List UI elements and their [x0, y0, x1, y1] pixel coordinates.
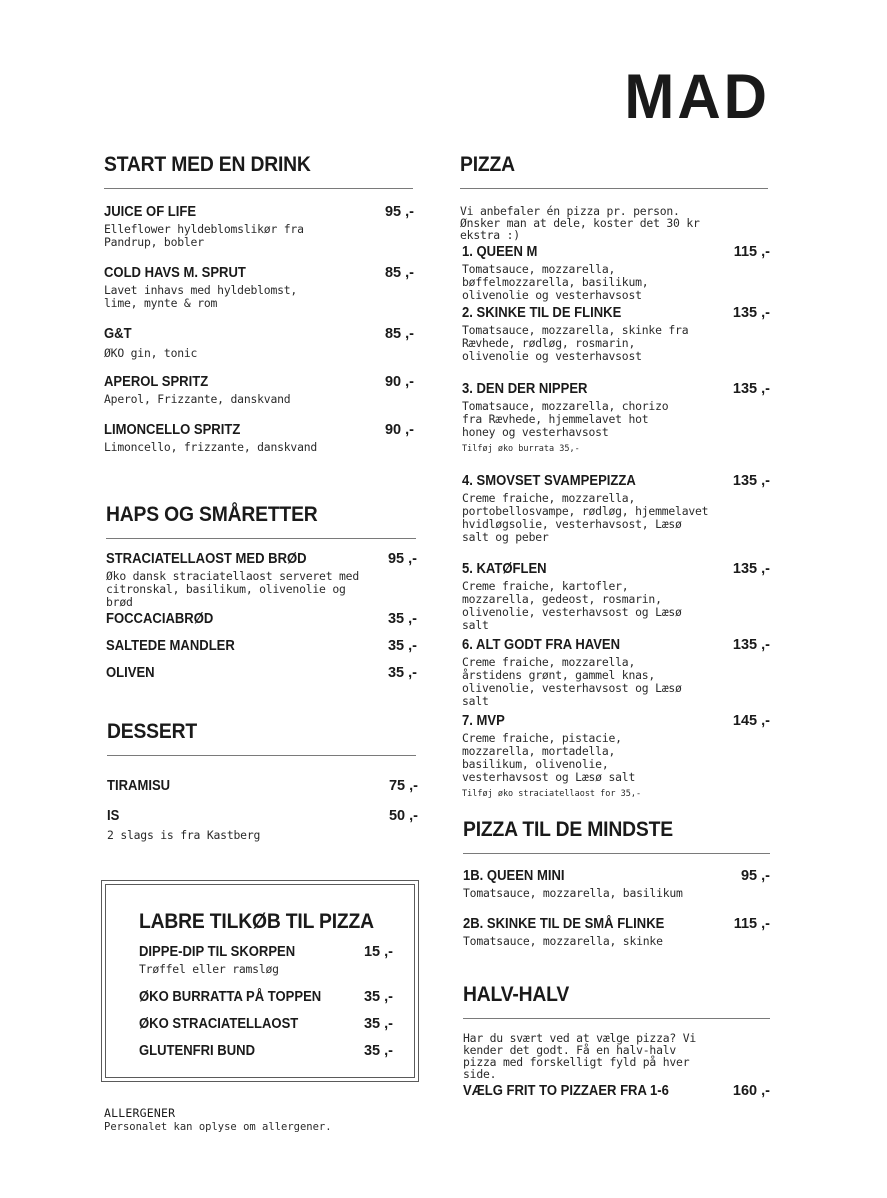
pizza-section: [460, 152, 770, 189]
item-price: 90 ,-: [384, 422, 414, 438]
pizza-intro: Vi anbefaler én pizza pr. person. Ønsker man at dele, koster det 30 kr ekstra :): [460, 204, 700, 242]
drinks-heading: START MED EN DRINK: [104, 153, 311, 176]
item-price: 50 ,-: [388, 808, 418, 824]
item-price: 35 ,-: [387, 638, 417, 654]
item-name: 7. MVP: [462, 713, 505, 729]
dessert-section: [107, 719, 417, 756]
item-price: 135 ,-: [732, 473, 770, 489]
item-description: Tomatsauce, mozzarella, skinke fra Rævhede, rødløg, rosmarin, olivenolie og vesterhavsost: [462, 323, 689, 363]
pizza-heading: PIZZA: [460, 153, 515, 176]
item-name: FOCCACIABRØD: [106, 611, 214, 627]
right-column: [460, 0, 770, 1198]
menu-item: [463, 867, 770, 900]
item-price: 145 ,-: [732, 713, 770, 729]
allergen-heading: ALLERGENER: [104, 1106, 176, 1120]
item-name: VÆLG FRIT TO PIZZAER FRA 1-6: [463, 1083, 669, 1099]
menu-item: [104, 203, 414, 249]
item-name: APEROL SPRITZ: [104, 374, 209, 390]
item-price: 75 ,-: [388, 778, 418, 794]
item-name: STRACIATELLAOST MED BRØD: [106, 551, 307, 567]
item-name: 2. SKINKE TIL DE FLINKE: [462, 305, 622, 321]
menu-item: [107, 807, 418, 842]
menu-item: [104, 421, 414, 454]
item-description: Tomatsauce, mozzarella, bøffelmozzarella, basilikum, olivenolie og vesterhavsost: [462, 262, 649, 302]
item-name: IS: [107, 808, 120, 824]
menu-item: [139, 988, 393, 1006]
haps-section: [106, 502, 416, 539]
item-name: 1B. QUEEN MINI: [463, 868, 565, 884]
menu-item: [139, 1015, 393, 1033]
item-description: 2 slags is fra Kastberg: [107, 828, 261, 842]
menu-item: [104, 373, 414, 406]
item-price: 115 ,-: [733, 244, 770, 260]
menu-item: [106, 610, 417, 628]
dessert-divider: [107, 755, 416, 756]
item-note: Tilføj øko burrata 35,-: [462, 444, 580, 454]
item-price: 135 ,-: [732, 305, 770, 321]
extras-heading: LABRE TILKØB TIL PIZZA: [139, 910, 374, 933]
item-price: 95 ,-: [740, 868, 770, 884]
kids-heading: PIZZA TIL DE MINDSTE: [463, 818, 673, 841]
item-description: Tomatsauce, mozzarella, basilikum: [463, 886, 683, 900]
allergen-text: Personalet kan oplyse om allergener.: [104, 1121, 332, 1133]
haps-heading: HAPS OG SMÅRETTER: [106, 503, 318, 526]
item-name: OLIVEN: [106, 665, 155, 681]
menu-item: [462, 472, 770, 544]
menu-item: [463, 915, 770, 948]
item-name: ØKO STRACIATELLAOST: [139, 1016, 299, 1032]
item-price: 90 ,-: [384, 374, 414, 390]
kids-divider: [463, 853, 770, 854]
halfhalf-heading: HALV-HALV: [463, 983, 570, 1006]
item-description: Tomatsauce, mozzarella, skinke: [463, 934, 663, 948]
item-price: 115 ,-: [733, 916, 770, 932]
item-description: Creme fraiche, mozzarella, portobellosvampe, rødløg, hjemmelavet hvidløgsolie, vesterhavsost, Læsø salt og peber: [462, 491, 709, 544]
page-title: MAD: [624, 61, 770, 132]
item-name: 4. SMOVSET SVAMPEPIZZA: [462, 473, 636, 489]
extras-box: [101, 880, 419, 1082]
item-price: 135 ,-: [732, 637, 770, 653]
item-description: Lavet inhavs med hyldeblomst, lime, mynte & rom: [104, 283, 298, 310]
halfhalf-section: [463, 982, 773, 1019]
item-price: 160 ,-: [732, 1083, 770, 1099]
menu-item: [139, 943, 393, 976]
menu-item: [106, 664, 417, 682]
menu-item: [462, 636, 770, 708]
kids-section: [463, 817, 773, 854]
item-price: 95 ,-: [384, 204, 414, 220]
item-name: DIPPE-DIP TIL SKORPEN: [139, 944, 296, 960]
menu-item: [462, 380, 770, 455]
item-price: 85 ,-: [384, 326, 414, 342]
item-price: 35 ,-: [363, 1016, 393, 1032]
item-description: Elleflower hyldeblomslikør fra Pandrup, bobler: [104, 222, 304, 249]
item-name: TIRAMISU: [107, 778, 171, 794]
item-price: 135 ,-: [732, 381, 770, 397]
item-name: 5. KATØFLEN: [462, 561, 547, 577]
menu-item: [104, 264, 414, 310]
item-name: ØKO BURRATTA PÅ TOPPEN: [139, 989, 322, 1005]
allergen-info: [104, 1106, 414, 1134]
item-price: 95 ,-: [387, 551, 417, 567]
item-name: LIMONCELLO SPRITZ: [104, 422, 241, 438]
item-name: GLUTENFRI BUND: [139, 1043, 256, 1059]
item-price: 15 ,-: [363, 944, 393, 960]
item-description: Trøffel eller ramsløg: [139, 962, 279, 976]
extras-box-inner: [105, 884, 415, 1078]
item-description: ØKO gin, tonic: [104, 346, 198, 360]
menu-item: [462, 560, 770, 632]
menu-item: [106, 550, 417, 609]
menu-item: [106, 637, 417, 655]
item-description: Aperol, Frizzante, danskvand: [104, 392, 291, 406]
item-name: JUICE OF LIFE: [104, 204, 197, 220]
item-price: 35 ,-: [387, 665, 417, 681]
pizza-divider: [460, 188, 768, 189]
haps-divider: [106, 538, 416, 539]
item-description: Tomatsauce, mozzarella, chorizo fra Rævhede, hjemmelavet hot honey og vesterhavsost: [462, 399, 669, 439]
item-description: Limoncello, frizzante, danskvand: [104, 440, 318, 454]
item-name: G&T: [104, 326, 132, 342]
dessert-heading: DESSERT: [107, 720, 197, 743]
item-name: 6. ALT GODT FRA HAVEN: [462, 637, 621, 653]
menu-item: [104, 325, 414, 360]
item-description: Creme fraiche, mozzarella, årstidens grønt, gammel knas, olivenolie, vesterhavsost og Læsø salt: [462, 655, 682, 708]
item-description: Creme fraiche, kartofler, mozzarella, gedeost, rosmarin, olivenolie, vesterhavsost og Læsø salt: [462, 579, 682, 632]
item-price: 35 ,-: [363, 1043, 393, 1059]
item-name: 1. QUEEN M: [462, 244, 538, 260]
menu-item: [107, 777, 418, 795]
item-note: Tilføj øko straciatellaost for 35,-: [462, 789, 642, 799]
menu-item: [462, 243, 770, 302]
item-price: 135 ,-: [732, 561, 770, 577]
menu-item: [463, 1082, 770, 1100]
item-price: 35 ,-: [363, 989, 393, 1005]
halfhalf-divider: [463, 1018, 770, 1019]
item-name: SALTEDE MANDLER: [106, 638, 235, 654]
item-name: 2B. SKINKE TIL DE SMÅ FLINKE: [463, 916, 665, 932]
item-name: 3. DEN DER NIPPER: [462, 381, 588, 397]
halfhalf-intro: Har du svært ved at vælge pizza? Vi kender det godt. Få en halv-halv pizza med forskelligt fyld på hver side.: [463, 1031, 697, 1081]
item-price: 85 ,-: [384, 265, 414, 281]
menu-item: [139, 1042, 393, 1060]
item-description: Creme fraiche, pistacie, mozzarella, mortadella, basilikum, olivenolie, vesterhavsost og Læsø salt: [462, 731, 636, 784]
menu-item: [462, 712, 770, 800]
item-name: COLD HAVS M. SPRUT: [104, 265, 246, 281]
menu-item: [462, 304, 770, 363]
item-price: 35 ,-: [387, 611, 417, 627]
drinks-divider: [104, 188, 413, 189]
drinks-section: [104, 152, 414, 189]
item-description: Øko dansk straciatellaost serveret med citronskal, basilikum, olivenolie og brød: [106, 569, 359, 609]
